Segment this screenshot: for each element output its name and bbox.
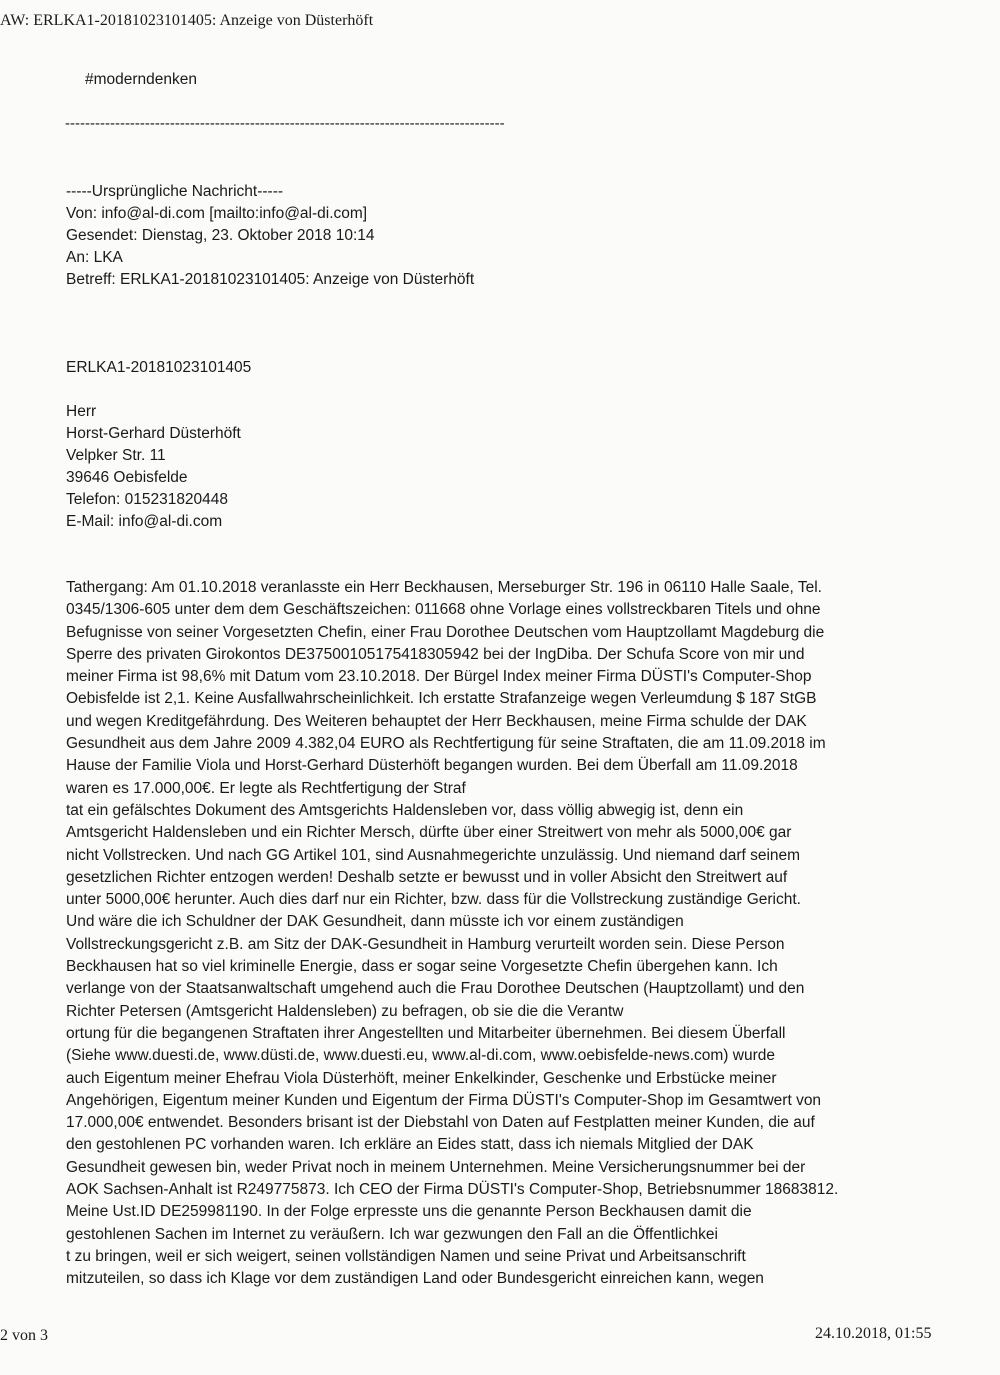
message-from: Von: info@al-di.com [mailto:info@al-di.com] (66, 205, 368, 222)
body-line: Vollstreckungsgericht z.B. am Sitz der DAK-Gesundheit in Hamburg verurteilt worden sein. Diese Person (66, 935, 785, 953)
body-line: (Siehe www.duesti.de, www.düsti.de, www.duesti.eu, www.al-di.com, www.oebisfelde-news.com) wurde (66, 1047, 775, 1065)
incident-description (66, 577, 838, 1291)
body-line: Meine Ust.ID DE259981190. In der Folge erpresste uns die genannte Person Beckhausen damit die (66, 1203, 752, 1221)
body-line: gestohlenen Sachen im Internet zu veräußern. Ich war gezwungen den Fall an die Öffentlichkei (66, 1225, 718, 1243)
separator-line: ---------------------------------------------------------------------------------------- (65, 115, 505, 132)
body-line: auch Eigentum meiner Ehefrau Viola Düsterhöft, meiner Enkelkinder, Geschenke und Erbstücke meiner (66, 1069, 777, 1087)
address-street: Velpker Str. 11 (66, 447, 166, 464)
body-line: Beckhausen hat so viel kriminelle Energie, dass er sogar seine Vorgesetzte Chefin übergehen kann. Ich (66, 958, 778, 976)
message-subject: Betreff: ERLKA1-20181023101405: Anzeige von Düsterhöft (66, 271, 475, 288)
body-line: 17.000,00€ entwendet. Besonders brisant ist der Diebstahl von Daten auf Festplatten meiner Kunden, die auf (66, 1114, 815, 1132)
address-city: 39646 Oebisfelde (66, 469, 188, 486)
address-email: E-Mail: info@al-di.com (66, 513, 223, 530)
body-line: waren es 17.000,00€. Er legte als Rechtfertigung der Straf (66, 779, 466, 797)
print-datetime: 24.10.2018, 01:55 (815, 1325, 932, 1342)
original-message-header (66, 181, 474, 291)
message-to: An: LKA (66, 249, 123, 266)
message-sent: Gesendet: Dienstag, 23. Oktober 2018 10:14 (66, 227, 375, 244)
body-line: AOK Sachsen-Anhalt ist R249775873. Ich CEO der Firma DÜSTI's Computer-Shop, Betriebsnummer 18683812. (66, 1181, 839, 1199)
body-line: t zu bringen, weil er sich weigert, seinen vollständigen Namen und seine Privat und Arbeitsanschrift (66, 1247, 746, 1265)
body-line: unter 5000,00€ herunter. Auch dies darf nur ein Richter, bzw. dass für die Vollstreckung zuständige Gericht. (66, 891, 801, 909)
body-line: Gesundheit gewesen bin, weder Privat noch in meinem Unternehmen. Meine Versicherungsnummer bei der (66, 1158, 806, 1176)
body-line: gesetzlichen Richter entzogen werden! Deshalb setzte er bewusst und in voller Absicht den Streitwert auf (66, 868, 788, 886)
body-line: Tathergang: Am 01.10.2018 veranlasste ein Herr Beckhausen, Merseburger Str. 196 in 06110 Halle Saale, Tel. (66, 579, 822, 596)
body-line: Angehörigen, Eigentum meiner Kunden und Eigentum der Firma DÜSTI's Computer-Shop im Gesamtwert von (66, 1091, 822, 1109)
body-line: den gestohlenen PC vorhanden waren. Ich erkläre an Eides statt, dass ich niemals Mitglied der DAK (66, 1136, 754, 1154)
body-line: tat ein gefälschtes Dokument des Amtsgerichts Haldensleben vor, dass völlig abwegig ist, denn ein (66, 801, 744, 819)
address-name: Horst-Gerhard Düsterhöft (66, 425, 241, 442)
address-salutation: Herr (66, 403, 97, 420)
page-number: 2 von 3 (0, 1327, 48, 1344)
body-line: nicht Vollstrecken. Und nach GG Artikel 101, sind Ausnahmegerichte unzulässig. Und niemand darf seinem (66, 846, 801, 864)
body-line: und wegen Kreditgefährdung. Des Weiteren behauptet der Herr Beckhausen, meine Firma schulde der DAK (66, 712, 807, 730)
sender-address (66, 401, 241, 533)
body-line: Befugnisse von seiner Vorgesetzten Chefin, einer Frau Dorothee Deutschen vom Hauptzollamt Magdeburg die (66, 623, 825, 641)
body-line: Richter Petersen (Amtsgericht Haldensleben) zu befragen, ob sie die die Verantw (66, 1002, 624, 1020)
body-line: ortung für die begangenen Straftaten ihrer Angestellten und Mitarbeiter übernehmen. Bei diesem Überfall (66, 1024, 786, 1042)
body-line: Sperre des privaten Girokontos DE37500105175418305942 bei der IngDiba. Der Schufa Score von mir und (66, 645, 805, 663)
address-phone: Telefon: 015231820448 (66, 491, 229, 508)
reference-number: ERLKA1-20181023101405 (66, 359, 252, 376)
body-line: Hause der Familie Viola und Horst-Gerhard Düsterhöft begangen wurden. Bei dem Überfall am 11.09.2018 (66, 757, 798, 775)
body-line: mitzuteilen, so dass ich Klage vor dem zuständigen Land oder Bundesgericht einreichen kann, wegen (66, 1270, 764, 1288)
body-line: Gesundheit aus dem Jahre 2009 4.382,04 EURO als Rechtfertigung für seine Straftaten, die am 11.09.2018 im (66, 735, 826, 753)
body-line: 0345/1306-605 unter dem dem Geschäftszeichen: 011668 ohne Vorlage eines vollstreckbaren Titels und ohne (66, 601, 821, 619)
body-line: Oebisfelde ist 2,1. Keine Ausfallwahrscheinlichkeit. Ich erstatte Strafanzeige wegen Verleumdung $ 187 StGB (66, 690, 817, 708)
body-line: meiner Firma ist 98,6% mit Datum vom 23.10.2018. Der Bürgel Index meiner Firma DÜSTI's Computer-Shop (66, 668, 812, 686)
hashtag: #moderndenken (85, 71, 198, 88)
body-line: Und wäre die ich Schuldner der DAK Gesundheit, dann müsste ich vor einem zuständigen (66, 913, 684, 931)
print-header-title: AW: ERLKA1-20181023101405: Anzeige von Düsterhöft (0, 12, 374, 29)
original-message-label: -----Ursprüngliche Nachricht----- (66, 183, 284, 200)
body-line: Amtsgericht Haldensleben und ein Richter Mersch, dürfte über einer Streitwert von mehr als 5000,00€ gar (66, 824, 792, 842)
body-line: verlange von der Staatsanwaltschaft umgehend auch die Frau Dorothee Deutschen (Hauptzollamt) und den (66, 980, 805, 998)
